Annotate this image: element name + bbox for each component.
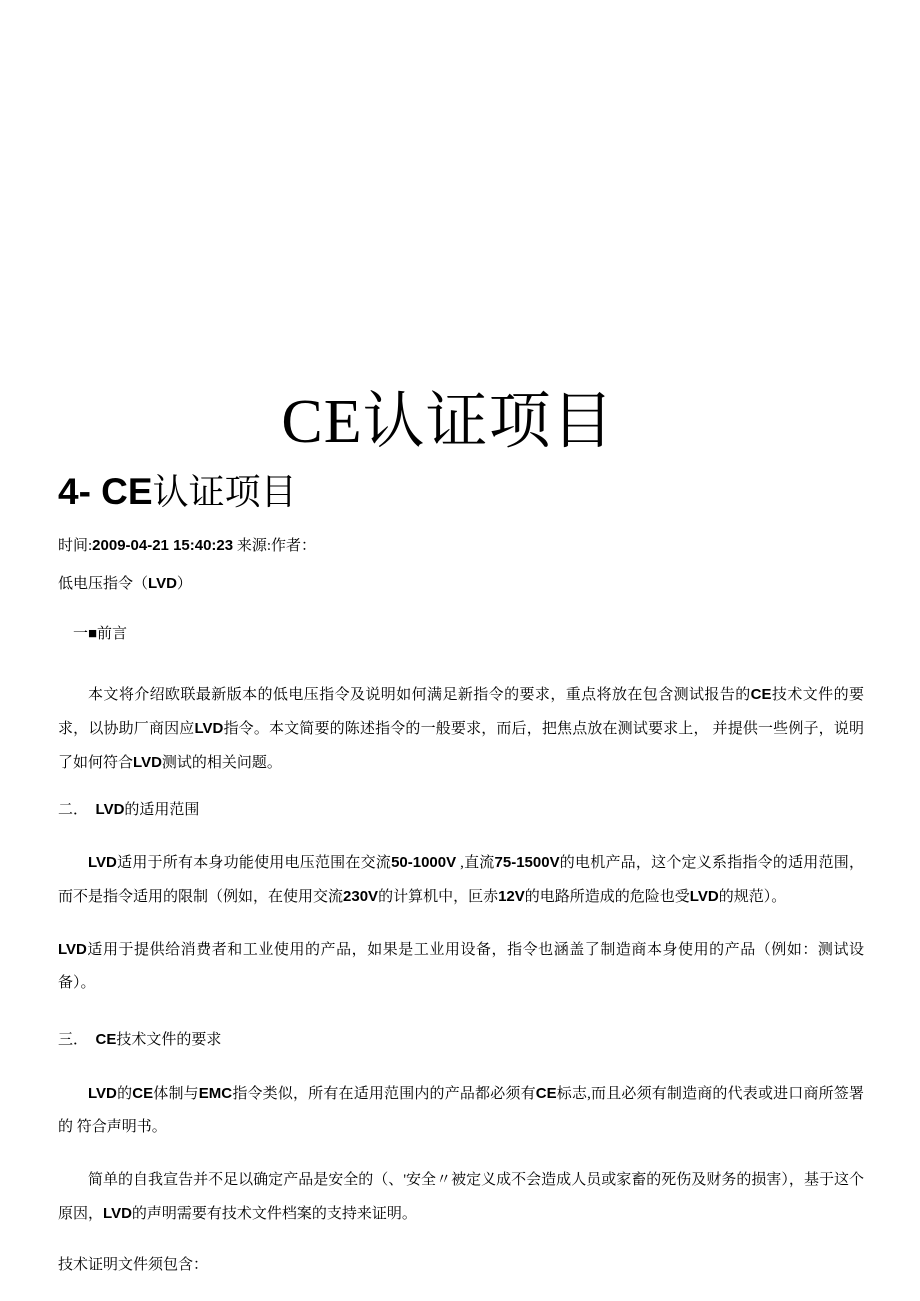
paragraph-scope-2: LVD适用于提供给消费者和工业使用的产品，如果是工业用设备，指令也涵盖了制造商本身使用的产品（例如：测试设备）。 xyxy=(58,941,864,991)
directive-subtitle: 低电压指令（LVD） xyxy=(58,575,192,592)
techfile-list-intro: 技术证明文件须包含： xyxy=(58,1257,209,1273)
page-heading: 4- CE认证项目 xyxy=(58,471,297,512)
section-heading-preface: 一■前言 xyxy=(73,626,128,642)
paragraph-scope-1: LVD适用于所有本身功能使用电压范围在交流50-1000V ,直流75-1500V的电机产品，这个定义系指指令的适用范围，而不是指令适用的限制（例如，在使用交流230V的计算机中，叵赤12V的电路所造成的危险也受LVD的规范）。 xyxy=(58,854,864,905)
section-heading-techfile: 三． CE技术文件的要求 xyxy=(58,1031,222,1048)
paragraph-techfile-2: 简单的自我宣告并不足以确定产品是安全的（、'安全〃被定义成不会造成人员或家畜的死伤及财务的损害），基于这个原因，LVD的声明需要有技术文件档案的支持来证明。 xyxy=(58,1172,864,1222)
paragraph-intro: 本文将介绍欧联最新版本的低电压指令及说明如何满足新指令的要求，重点将放在包含测试报告的CE技术文件的要求，以协助厂商因应LVD指令。本文简要的陈述指令的一般要求，而后，把焦点放在测试要求上， 并提供一些例子，说明了如何符合LVD测试的相关问题。 xyxy=(58,686,864,771)
meta-line: 时间:2009-04-21 15:40:23 来源:作者： xyxy=(58,537,317,554)
section-heading-scope: 二． LVD的适用范围 xyxy=(58,801,200,818)
main-title: CE认证项目 xyxy=(281,388,615,456)
paragraph-techfile-1: LVD的CE体制与EMC指令类似，所有在适用范围内的产品都必须有CE标志,而且必须有制造商的代表或进口商所签署的 符合声明书。 xyxy=(58,1085,864,1135)
